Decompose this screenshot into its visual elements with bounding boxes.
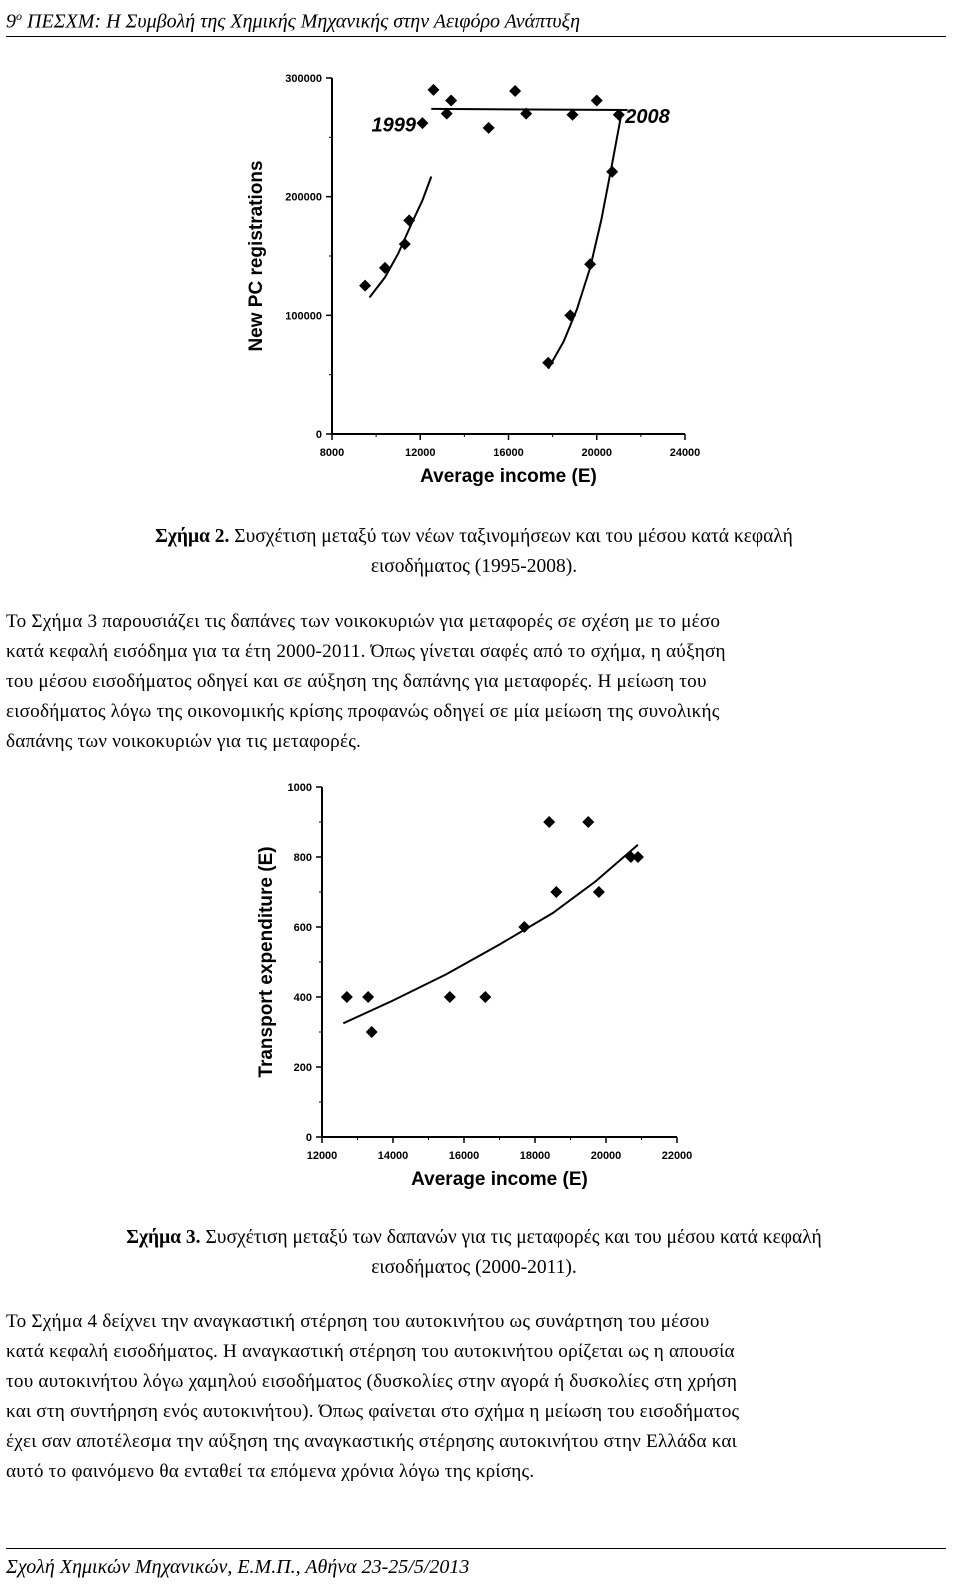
y-tick-label: 300000 (285, 73, 322, 85)
y-axis-label: New PC registrations (246, 160, 267, 352)
annotation-2008: 2008 (625, 106, 670, 129)
data-point (584, 258, 596, 270)
figure-2-caption-line1: Συσχέτιση μεταξύ των νέων ταξινομήσεων και του μέσου κατά κεφαλή (229, 526, 793, 547)
paragraph-1-line: δαπάνης των νοικοκυριών για τις μεταφορές. (6, 731, 361, 752)
fit-curve (548, 116, 621, 369)
y-tick-label: 100000 (285, 310, 322, 323)
data-point (591, 95, 603, 107)
paragraph-1-line: Το Σχήμα 3 παρουσιάζει τις δαπάνες των νοικοκυριών για μεταφορές σε σχέση με το μέσο (6, 611, 721, 632)
data-point (582, 816, 594, 828)
data-point (359, 280, 371, 292)
y-tick-label: 1000 (287, 782, 312, 794)
paragraph-1-line: του μέσου εισοδήματος οδηγεί και σε αύξηση της δαπάνης για μεταφορές. Η μείωση του (6, 671, 707, 692)
data-point (427, 84, 439, 96)
x-tick-label: 8000 (319, 447, 345, 459)
data-point (366, 1026, 378, 1038)
data-point (606, 166, 618, 178)
y-tick-label: 0 (305, 1132, 312, 1144)
figure-3-caption-line2: εισοδήματος (2000-2011). (371, 1257, 577, 1278)
paragraph-2-line: κατά κεφαλή εισοδήματος. Η αναγκαστική στέρηση του αυτοκινήτου ορίζεται ως η απουσία (6, 1341, 735, 1362)
data-point (479, 991, 491, 1003)
figure-2-chart (230, 60, 730, 500)
paragraph-1-line: κατά κεφαλή εισόδημα για τα έτη 2000-2011. Όπως γίνεται σαφές από το σχήμα, η αύξηση (6, 641, 726, 662)
paragraph-1 (6, 607, 942, 757)
data-point (543, 816, 555, 828)
running-footer: Σχολή Χημικών Μηχανικών, Ε.Μ.Π., Αθήνα 23-25/5/2013 (6, 1548, 946, 1585)
y-tick-label: 200 (293, 1062, 312, 1074)
data-point (564, 309, 576, 321)
data-point (416, 117, 428, 129)
paragraph-2-line: αυτό το φαινόμενο θα ενταθεί τα επόμενα χρόνια λόγω της κρίσης. (6, 1461, 535, 1482)
figure-3-caption (6, 1223, 942, 1283)
y-tick-label: 800 (293, 852, 312, 864)
data-point (483, 122, 495, 134)
fit-curve (370, 177, 432, 298)
x-tick-label: 12000 (306, 1150, 338, 1162)
figure-2-caption (6, 522, 942, 582)
annotation-1999: 1999 (371, 114, 417, 137)
data-point (542, 357, 554, 369)
x-tick-label: 20000 (581, 447, 613, 459)
data-point (362, 991, 374, 1003)
x-tick-label: 16000 (493, 447, 524, 459)
figure-3-caption-line1: Συσχέτιση μεταξύ των δαπανών για τις μεταφορές και του μέσου κατά κεφαλή (200, 1227, 822, 1248)
paragraph-2-line: έχει σαν αποτέλεσμα την αύξηση της αναγκαστικής στέρησης αυτοκινήτου στην Ελλάδα και (6, 1431, 738, 1452)
x-tick-label: 14000 (377, 1150, 409, 1162)
y-tick-label: 0 (315, 429, 322, 441)
figure-3-label: Σχήμα 3. (126, 1227, 201, 1248)
header-text: ΠΕΣΧΜ: Η Συμβολή της Χημικής Μηχανικής στην Αειφόρο Ανάπτυξη (22, 10, 581, 33)
data-point (379, 262, 391, 274)
x-tick-label: 24000 (669, 447, 701, 459)
paragraph-2-line: Το Σχήμα 4 δείχνει την αναγκαστική στέρηση του αυτοκινήτου ως συνάρτηση του μέσου (6, 1311, 710, 1332)
y-tick-label: 600 (293, 922, 312, 934)
x-tick-label: 22000 (661, 1150, 693, 1162)
paragraph-2 (6, 1307, 942, 1487)
figure-3-chart (240, 770, 710, 1200)
data-point (509, 85, 521, 97)
y-tick-label: 200000 (285, 191, 322, 204)
header-sup: ο (16, 9, 22, 23)
fit-curve (431, 109, 627, 110)
x-tick-label: 18000 (519, 1150, 551, 1162)
figure-2-caption-line2: εισοδήματος (1995-2008). (370, 556, 578, 577)
data-point (632, 851, 644, 863)
data-point (445, 95, 457, 107)
y-tick-label: 400 (293, 992, 312, 1004)
running-header (6, 2, 946, 37)
x-axis-label: Average income (E) (420, 466, 597, 487)
paragraph-1-line: εισοδήματος λόγω της οικονομικής κρίσης προφανώς οδηγεί σε μία μείωση της συνολικής (6, 701, 720, 722)
x-axis-label: Average income (E) (411, 1169, 588, 1190)
x-tick-label: 12000 (404, 447, 436, 459)
data-point (593, 886, 605, 898)
paragraph-2-line: και στη συντήρηση ενός αυτοκινήτου). Όπως φαίνεται στο σχήμα η μείωση του εισοδήματος (6, 1401, 740, 1422)
x-tick-label: 16000 (448, 1150, 480, 1162)
figure-2-label: Σχήμα 2. (155, 526, 230, 547)
data-point (341, 991, 353, 1003)
y-axis-label: Transport expenditure (E) (256, 846, 277, 1078)
x-tick-label: 20000 (590, 1150, 622, 1162)
header-prefix: 9 (6, 10, 16, 33)
data-point (550, 886, 562, 898)
data-point (444, 991, 456, 1003)
data-point (403, 214, 415, 226)
paragraph-2-line: του αυτοκινήτου λόγω χαμηλού εισοδήματος (δυσκολίες στην αγορά ή δυσκολίες στη χρήση (6, 1371, 738, 1392)
